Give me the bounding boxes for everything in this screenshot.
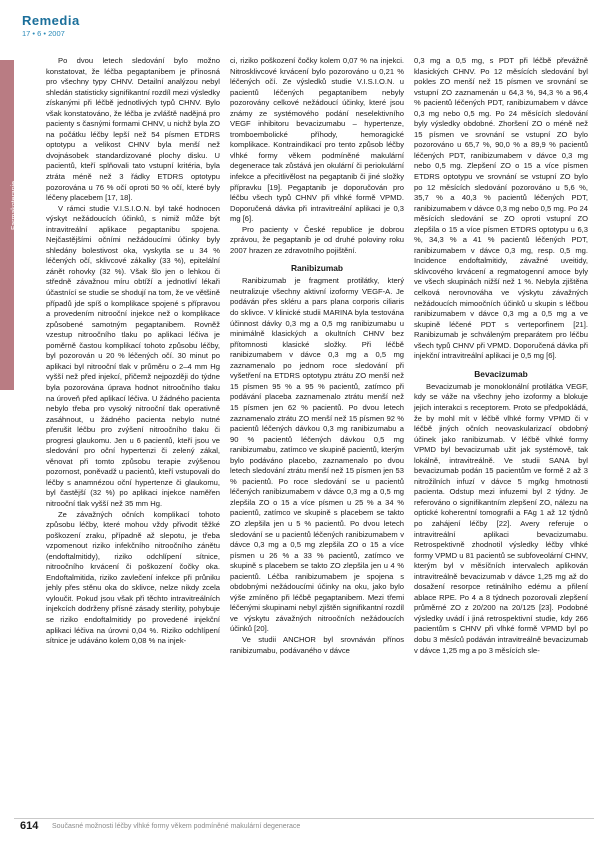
running-title: Současné možnosti léčby vlhké formy věkem podmíněné makulární degenerace — [52, 823, 301, 830]
paragraph: Pro pacienty v České republice je dobrou zprávou, že pegaptanib je od druhé poloviny roku 2007 hrazen ze zdravotního pojištění. — [230, 224, 404, 255]
paragraph: Bevacizumab je monoklonální protilátka VEGF, kdy se váže na všechny jeho izoformy a blokuje jejich interakci s receptorem. Proto se předpokládá, že by mohl mít v léčbě vlhké formy VPMD či v léčbě jiných očních neovaskularizací obdobný účinek jako ranibizumab. V léčbě vlhké formy VPMD byl bevacizumab užit jak systémově, tak lokálně, intravitreálně. Ve studii SANA byl bevacizumab podán 15 pacientům ve formě 2 až 3 nitrožilních infuzí v dávce 5 mg/kg hmotnosti pacienta. Odstup mezi infuzemi byl 2 týdny. Je referováno o signifikantním zlepšení ZO, nálezu na optické koherentní tomografii a FAg 1 až 12 týdnů po zahájení léčby [22]. Avery referuje o intravitreální aplikaci bevacizumabu. Retrospektivně zhodnotil výsledky léčby vlhké formy VPMD u 81 pacientů se subfoveolární CHNV, kterým byl v měsíčních intervalech aplikován intravitreálně bevacizumab v dávce 1,25 mg až do dosažení resorpce retinálního edému a přilení ablace RPE. Po 4 a 8 týdnech pozorovali zlepšení průměrné ZO z 20/200 na 20/125 [23]. Podobné výsledky uvádí i jiná retrospektivní studie, kdy 266 pacientům s CHNV při vlhké formě VPMD byl po dobu 3 měsíců podáván intravitreálně bevacizumab v dávce 1,25 mg a po 3 měsících sle- — [414, 381, 588, 655]
page-number: 614 — [20, 820, 39, 832]
text-column-3 — [414, 56, 588, 656]
paragraph: 0,3 mg a 0,5 mg, s PDT při léčbě převážně klasických CHNV. Po 12 měsících sledování byl pokles ZO menší než 15 písmen ve srovnání se vstupní ZO zaznamenán u 64,3 %, 94,3 % a 96,4 % pacientů léčených PDT, ranibizumabem v dávce 0,3 mg nebo 0,5 mg. Po 24 měsících sledování byly výsledky obdobné. Zhoršení ZO o méně než 15 písmen ve srovnání se vstupní ZO bylo pozorováno u 65,7 %, 90,0 % a 89,9 % pacientů léčených PDT, ranibizumabem v dávce 0,3 mg nebo 0,5 mg. Zlepšení ZO o 15 a více písmen ETDRS optotypu ve srovnání se vstupní ZO bylo po 12 měsících sledování pozorováno u 5,6 %, 35,7 % a 40,3 % pacientů léčených PDT, ranibizumabem v dávce 0,3 mg nebo 0,5 mg. Po 24 měsících sledování se ZO oproti vstupní ZO zlepšila o 15 a více písmen ETDRS optotypu u 6,3 %, 34,3 % a 41 % pacientů léčených PDT, ranibizumabem v dávce 0,3 mg, resp. 0,5 mg. Incidence endoftalmitidy, závažné uveitidy, sklivcového krvácení a regmatogenní amoce byly ve všech skupinách nižší než 1 %. Nebyla zjištěna celková nerovnováha ve výskytu závažných nežádoucích mimoočních účinků u skupin s léčbou ranibizumabem v dávce 0,3 mg a 0,5 mg a ve skupině léčené PDT s verteporfinem [21]. Ranibizumab je schváleným preparátem pro léčbu všech typů CHNV při VPMD. Doporučená dávka při injekční intravitreální aplikaci je 0,5 mg [6]. — [414, 56, 588, 361]
text-column-1 — [46, 56, 220, 647]
paragraph: Ve studii ANCHOR byl srovnáván přínos ranibizumabu, podávaného v dávce — [230, 634, 404, 655]
paragraph: V rámci studie V.I.S.I.O.N. byl také hodnocen výskyt nežádoucích účinků, s nimiž může být intravitreální aplikace pegaptanibu spojena. Nejčastějšími očními nežádoucími účinky byly shledány bolestivost oka, vyskytla se u 34 % léčených očí, sklivcové zákalky (33 %), epitelální zánět rohovky (32 %). Však šlo jen o lehkou či středně závažnou míru obtíží a jednotliví lékaři účastnící se studie se shodují na tom, že ve většině případů jde spíš o komplikace spojené s přípravou a provedením nitrooční injekce než o komplikace způsobené samotným pegaptanibem. Rovněž vzestup nitroočního tlaku po aplikaci léčiva je poměrně častou komplikací tohoto způsobu léčby, byl pozorován u 20 % léčených očí. 30 minut po aplikaci byl nitrooční tlak v průměru o 2–4 mm Hg vyšší než před injekcí, přičemž nejpozději do týdne byla pozorována úprava hodnot nitroočního tlaku na úroveň před aplikací léčiva. U žádného pacienta nebylo třeba pro vysoký nitrooční tlak operativně zasáhnout, u žádného pacienta nebylo nutné přerušit léčbu pro zvýšení nitroočního tlaku či progresi glaukomu. Jen u 6 pacientů, kteří jsou ve sledování pro oční hypertenzi či zelený zákal, věnovat při tomto způsobu terapie zvýšenou pozornost, poněvadž u pacientů, kteří vstupovali do léčby s anamnézou oční hypertenze či glaukomu, byl častější (32 %) po aplikaci injekce naměřen nitrooční tlak vyšší než 35 mm Hg. — [46, 203, 220, 508]
issue-number: 17 • 6 • 2007 — [22, 29, 65, 38]
journal-logo: Remedia — [22, 13, 80, 28]
paragraph: Ranibizumab je fragment protilátky, který neutralizuje všechny aktivní izoformy VEGF-A. Je podáván přes skléru a pars plana corporis ciliaris do sklivce. V klinické studii MARINA byla testována účinnost dávky 0,3 mg a 0,5 mg ranibizumabu u minimálně klasických a okultních CHNV bez přítomnosti klasické složky. Při léčbě ranibizumabem v dávce 0,3 mg a 0,5 mg zaznamenalo po jednom roce sledování při vyšetření na ETDRS optotypu ztrátu ZO menší než 15 písmen 95 % a 95 % pacientů, zatímco při podávání placeba zaznamenalo ztrátu menší než 15 písmen jen 62 % pacientů. Po dvou letech zaznamenalo ztrátu ZO menší než 15 písmen 92 % pacientů léčených dávkou 0,3 mg ranibizumabu a 90 % pacientů léčených dávkou 0,5 mg ranibizumabu, zatímco ve skupině pacientů, kterým bylo podáváno placebo, zaznamenalo po dvou letech sledování ztrátu menší než 15 písmen jen 53 % pacientů. Po roce sledování se u pacientů léčených ranibizumabem v dávce 0,3 mg a 0,5 mg zlepšila ZO o 15 a více písmen u 25 % a 34 % pacientů, zatímco ve skupině s placebem se takto ZO zlepšila jen u 5 % pacientů. Po dvou letech sledování se u pacientů léčených ranibizumabem v dávce 0,3 mg a 0,5 mg zlepšila ZO o 15 a více písmen u 26 % a 33 % pacientů, zatímco ve skupině s placebem se takto ZO zlepšila jen u 4 % pacientů. Léčba ranibizumabem je spojena s obdobnými nežádoucími účinky na oku, jako bylo výše zmíněno při léčbě pegaptanibem. Mezi třemi léčenými skupinami nebyl zjištěn signifikantní rozdíl ve výskytu závažných nitroočních nežádoucích účinků [20]. — [230, 276, 404, 634]
text-column-2 — [230, 56, 404, 656]
paragraph: Po dvou letech sledování bylo možno konstatovat, že léčba pegaptanibem je přínosná pro všechny typy CHNV. Detailní analýzou nebyl shledán statisticky signifikantní rozdíl mezi výsledky získanými při léčbě jednotlivých typů CHNV. Bylo však konstatováno, že léčba je zvláště nadějná pro pacienty s časnými formami CHNV, u nichž byla ZO na počátku léčby lepší než 54 písmen ETDRS optotypu a velikost CHNV byla menší než dvojnásobek standardizované plochy disku. U pacientů, kteří splňovali tato vstupní kritéria, byla ztráta méně než 3 řádky ETDRS optotypu pozorována u 76 % očí oproti 50 % očí, které byly léčeny placebem [17, 18]. — [46, 56, 220, 203]
paragraph: ci, riziko poškození čočky kolem 0,07 % na injekci. Nitrosklivcové krvácení bylo pozorováno u 0,21 % léčených očí. Ze výsledků studie V.I.S.I.O.N. u pacientů léčených pegaptanibem nebyly pozorovány celkové nežádoucí účinky, které jsou známy ze systémového podání neselektivního VEGF inhibitoru bevacizumabu – hypertenze, tromboembolické příhody, hemoragické komplikace. Kontraindikací pro tento způsob léčby vlhké formy věkem podmíněné makulární degenerace tak zůstává jen okulární či periokulární infekce a přecitlivělost na pegaptanib či jiné složky přípravku [19]. Pegaptanib je doporučován pro léčbu všech typů CHNV při vlhké formě VPMD. Doporučená dávka při intravitreální aplikaci je 0,3 mg [6]. — [230, 56, 404, 224]
masthead — [22, 14, 80, 39]
section-heading-ranibizumab: Ranibizumab — [290, 263, 344, 274]
section-label — [2, 150, 18, 350]
footer-divider — [14, 818, 594, 819]
section-label-text: Farmakoterapie — [11, 180, 18, 230]
section-heading-bevacizumab: Bevacizumab — [474, 368, 528, 379]
paragraph: Ze závažných očních komplikací tohoto způsobu léčby, které mohou vždy přivodit těžké poškození zraku, případně až slepotu, je třeba vzpomenout riziko infekčního nitroočního zánětu (endoftalmitidy), riziko odchlípení sítnice, nitroočního krvácení či poškození čočky oka. Endoftalmitida, riziko zavlečení infekce při průniku jehly přes stěnu oka do sklivce, nelze nikdy zcela vyloučit. Pokud jsou však při těchto intravitreálních injekcích dodrženy přísné zásady sterility, pohybuje se riziko endoftalmitidy po provedené injekční aplikaci léčiva na úrovni 0,04 %. Riziko odchlípení sítnice je udáváno kolem 0,08 % na injek- — [46, 509, 220, 646]
